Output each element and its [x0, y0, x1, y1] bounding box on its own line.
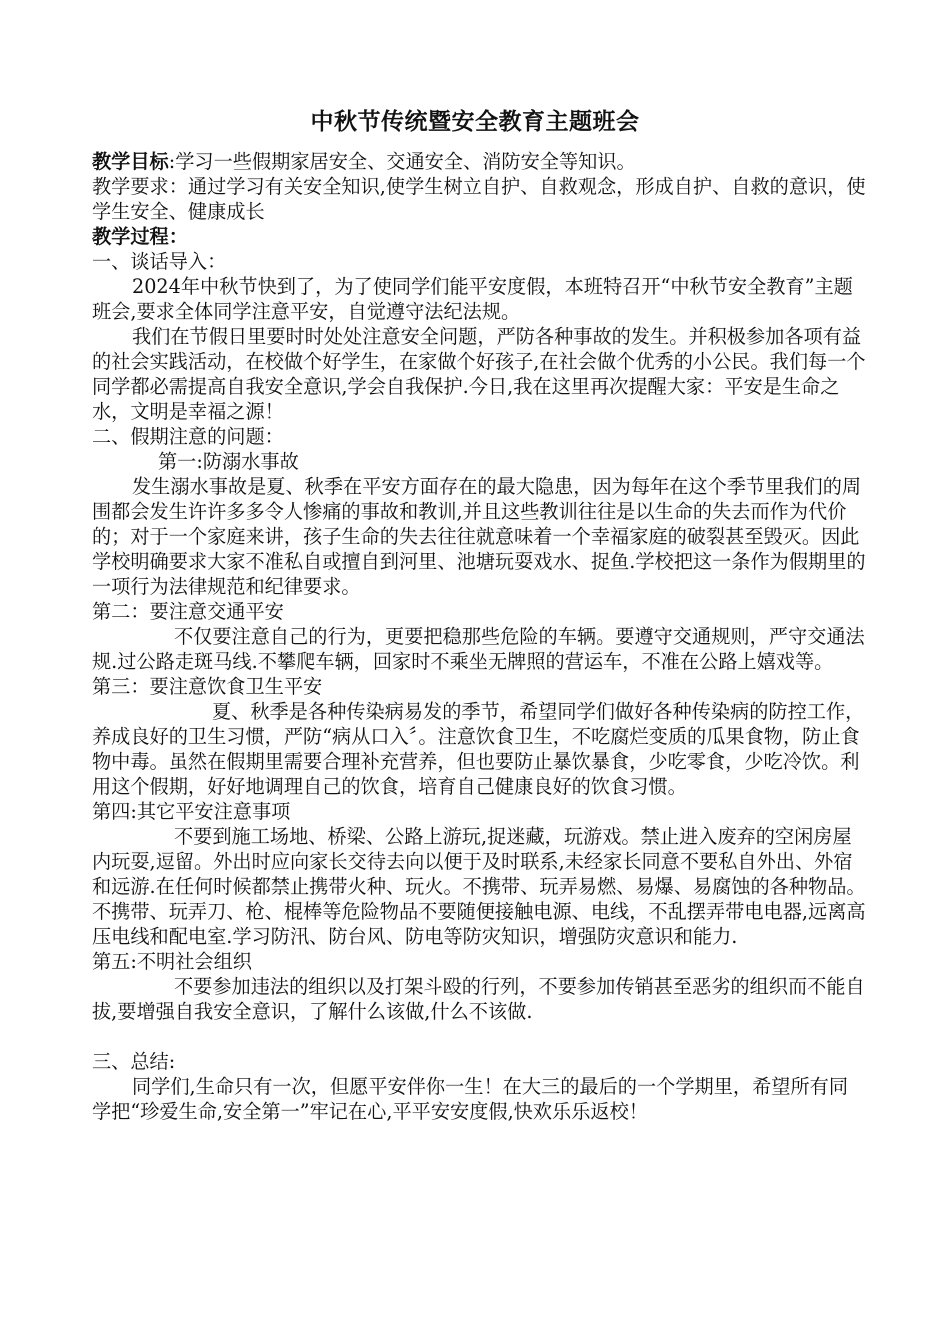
- item5-heading: 第五:不明社会组织: [92, 950, 252, 973]
- teaching-requirement: 教学要求：通过学习有关安全知识,使学生树立自护、自救观念，形成自护、自救的意识，使学生安全、健康成长: [92, 175, 866, 223]
- section3-heading: 三、总结:: [92, 1050, 176, 1073]
- section3-text: 同学们,生命只有一次，但愿平安伴你一生！在大三的最后的一个学期里，希望所有同学把“珍爱生命,安全第一”牢记在心,平平安安度假,快欢乐乐返校！: [92, 1075, 849, 1123]
- teaching-goal-text: :学习一些假期家居安全、交通安全、消防安全等知识。: [168, 150, 636, 173]
- section2-heading: 二、假期注意的问题：: [92, 425, 284, 448]
- blank-line: [92, 1024, 866, 1049]
- item2-heading: 第二：要注意交通平安: [92, 600, 284, 623]
- item3-text: 夏、秋季是各种传染病易发的季节，希望同学们做好各种传染病的防控工作，养成良好的卫生习惯，严防“病从口入〞。注意饮食卫生，不吃腐烂变质的瓜果食物，防止食物中毒。虽然在假期里需要合理补充营养，但也要防止暴饮暴食，少吃零食，少吃冷饮。利用这个假期，好好地调理自己的饮食，培育自己健康良好的饮食习惯。: [92, 700, 865, 798]
- item4-text: 不要到施工场地、桥梁、公路上游玩,捉迷藏，玩游戏。禁止进入废弃的空闲房屋内玩耍,逗留。外出时应向家长交待去向以便于及时联系,未经家长同意不要私自外出、外宿和远游.在任何时候都禁止携带火种、玩火。不携带、玩弄易燃、易爆、易腐蚀的各种物品。不携带、玩弄刀、枪、棍棒等危险物品不要随便接触电源、电线，不乱摆弄带电电器,远离高压电线和配电室.学习防汛、防台风、防电等防灾知识，增强防灾意识和能力.: [92, 825, 866, 948]
- document-title: 中秋节传统暨安全教育主题班会: [310, 109, 640, 135]
- teaching-process-label: 教学过程：: [92, 225, 188, 248]
- document-body: [92, 149, 866, 1124]
- item5-text: 不要参加违法的组织以及打架斗殴的行列，不要参加传销甚至恶劣的组织而不能自拔,要增强自我安全意识，了解什么该做,什么不该做.: [92, 975, 865, 1023]
- item1-heading: 第一:防溺水事故: [158, 450, 299, 473]
- section1-heading: 一、谈话导入：: [92, 250, 227, 273]
- section1-paragraph-2: 我们在节假日里要时时处处注意安全问题，严防各种事故的发生。并积极参加各项有益的社会实践活动，在校做个好学生，在家做个好孩子,在社会做个优秀的小公民。我们每一个同学都必需提高自我安全意识,学会自我保护.今日,我在这里再次提醒大家：平安是生命之水，文明是幸福之源！: [92, 325, 866, 423]
- section1-paragraph-1: 2024年中秋节快到了，为了使同学们能平安度假，本班特召开“中秋节安全教育”主题班会,要求全体同学注意平安，自觉遵守法纪法规。: [92, 275, 853, 323]
- item4-heading: 第四:其它平安注意事项: [92, 800, 291, 823]
- item1-text: 发生溺水事故是夏、秋季在平安方面存在的最大隐患，因为每年在这个季节里我们的周围都会发生许许多多令人惨痛的事故和教训,并且这些教训往往是以生命的失去而作为代价的；对于一个家庭来讲，孩子生命的失去往往就意味着一个幸福家庭的破裂甚至毁灭。因此学校明确要求大家不准私自或擅自到河里、池塘玩耍戏水、捉鱼.学校把这一条作为假期里的一项行为法律规范和纪律要求。: [92, 475, 866, 598]
- item3-heading: 第三：要注意饮食卫生平安: [92, 675, 323, 698]
- item2-text: 不仅要注意自己的行为，更要把稳那些危险的车辆。要遵守交通规则，严守交通法规.过公路走斑马线.不攀爬车辆，回家时不乘坐无牌照的营运车，不准在公路上嬉戏等。: [92, 625, 865, 673]
- teaching-goal-label: 教学目标: [92, 150, 169, 173]
- teaching-goal: [92, 149, 866, 174]
